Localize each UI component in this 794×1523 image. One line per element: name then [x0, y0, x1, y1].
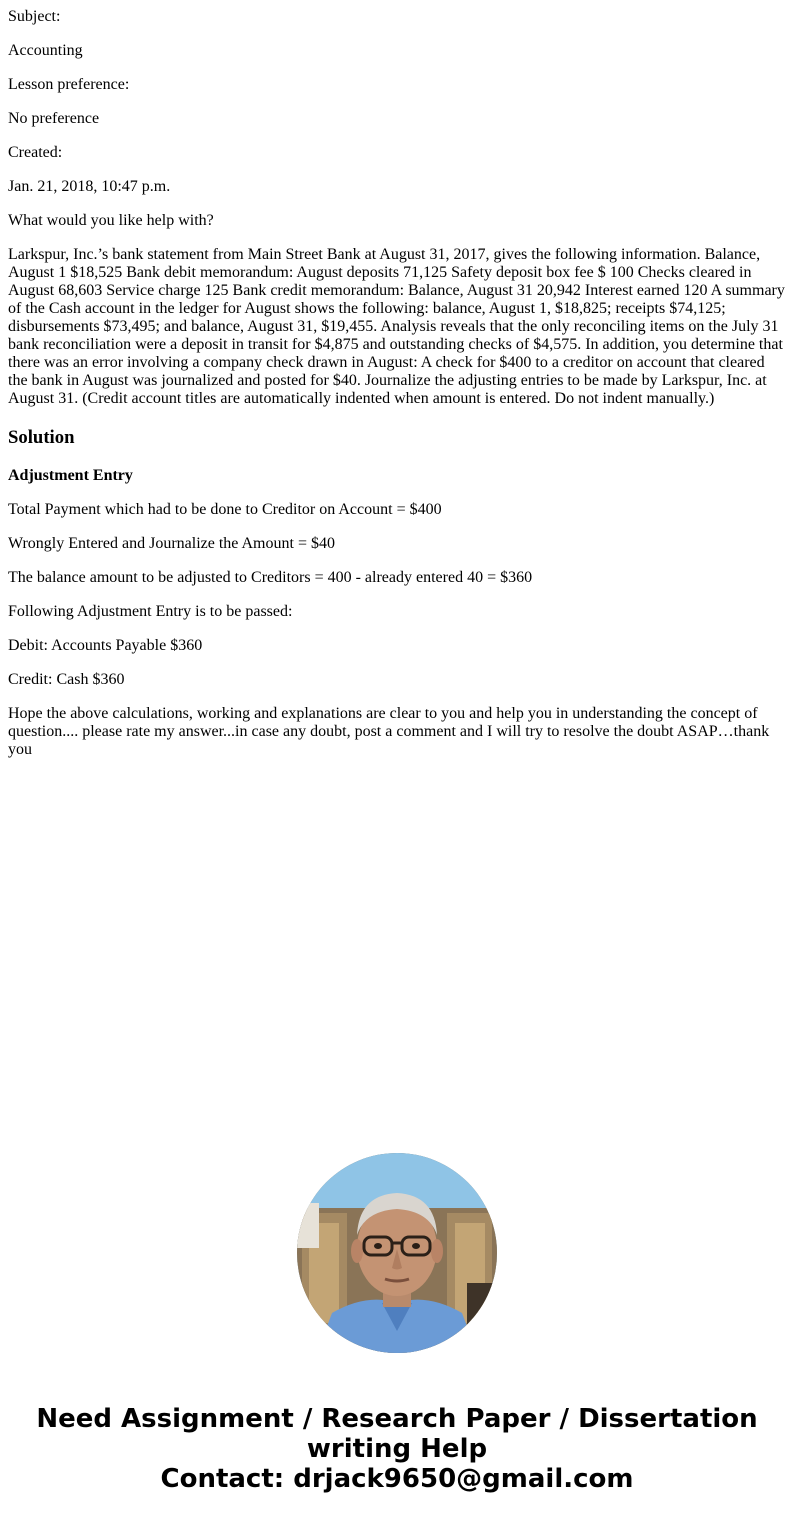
credit-line: Credit: Cash $360 — [8, 671, 125, 688]
question-line: August 68,603 Service charge 125 Bank credit memorandum: Balance, August 31 20,942 Interest earned 120 A summary — [8, 282, 785, 299]
question-line: of the Cash account in the ledger for August shows the following: balance, August 1, $18,825; receipts $74,125; — [8, 300, 726, 317]
closing-line: you — [8, 741, 32, 758]
footer-contact-line: Contact: drjack9650@gmail.com — [160, 1464, 634, 1494]
tutor-avatar-photo — [297, 1153, 497, 1353]
lesson-preference-label: Lesson preference: — [8, 76, 130, 93]
question-line: bank reconciliation were a deposit in transit for $4,875 and outstanding checks of $4,575. In addition, you determine that — [8, 336, 783, 353]
closing-line: Hope the above calculations, working and explanations are clear to you and help you in understanding the concept of — [8, 705, 758, 722]
question-line: August 31. (Credit account titles are automatically indented when amount is entered. Do not indent manually.) — [8, 390, 715, 407]
help-question-label: What would you like help with? — [8, 212, 214, 229]
closing-remarks — [8, 705, 786, 759]
total-payment-line: Total Payment which had to be done to Creditor on Account = $400 — [8, 501, 442, 518]
created-value: Jan. 21, 2018, 10:47 p.m. — [8, 178, 171, 195]
question-line: August 1 $18,525 Bank debit memorandum: August deposits 71,125 Safety deposit box fee $ 100 Checks cleared in — [8, 264, 752, 281]
solution-heading: Solution — [8, 427, 75, 448]
question-line: disbursements $73,495; and balance, August 31, $19,455. Analysis reveals that the only reconciling items on the July 31 — [8, 318, 779, 335]
created-label: Created: — [8, 144, 63, 161]
question-line: Larkspur, Inc.’s bank statement from Main Street Bank at August 31, 2017, gives the following information. Balance, — [8, 246, 761, 263]
question-line: the bank in August was journalized and posted for $40. Journalize the adjusting entries to be made by Larkspur, Inc. at — [8, 372, 767, 389]
question-text — [8, 246, 786, 408]
following-entry-line: Following Adjustment Entry is to be passed: — [8, 603, 293, 620]
closing-line: question.... please rate my answer...in case any doubt, post a comment and I will try to resolve the doubt ASAP…thank — [8, 723, 770, 740]
footer-promo-line: writing Help — [306, 1434, 488, 1464]
subject-value: Accounting — [8, 42, 83, 59]
lesson-preference-value: No preference — [8, 110, 100, 127]
footer-promo-line: Need Assignment / Research Paper / Dissertation — [36, 1404, 758, 1434]
wrongly-entered-line: Wrongly Entered and Journalize the Amount = $40 — [8, 535, 335, 552]
debit-line: Debit: Accounts Payable $360 — [8, 637, 203, 654]
question-line: there was an error involving a company check drawn in August: A check for $400 to a creditor on account that cleared — [8, 354, 765, 371]
adjustment-entry-heading: Adjustment Entry — [8, 467, 133, 484]
subject-label: Subject: — [8, 8, 61, 25]
balance-amount-line: The balance amount to be adjusted to Creditors = 400 - already entered 40 = $360 — [8, 569, 533, 586]
